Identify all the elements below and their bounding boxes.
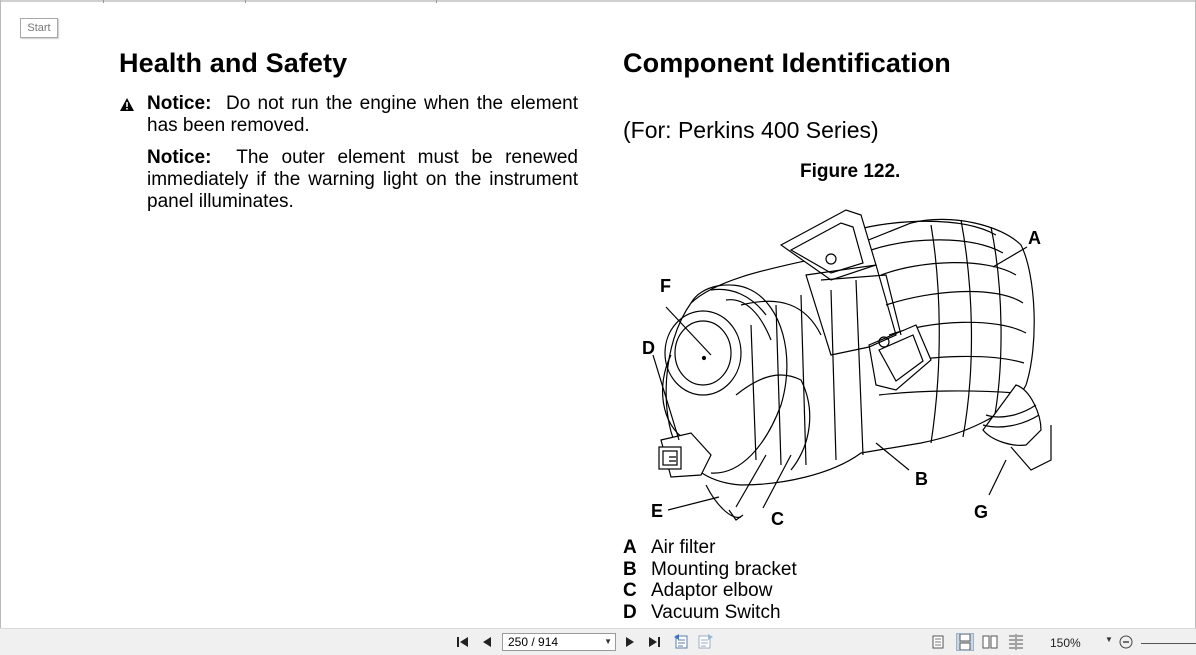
- continuous-view-button[interactable]: [956, 633, 974, 651]
- next-page-icon: [625, 636, 635, 648]
- component-id-heading: Component Identification: [623, 48, 951, 78]
- facing-view-button[interactable]: [981, 633, 999, 651]
- legend-item: [623, 602, 797, 624]
- legend-letter: C: [623, 580, 637, 602]
- first-page-icon: [456, 636, 470, 648]
- zoom-slider[interactable]: [1141, 643, 1196, 644]
- callout-e: E: [651, 501, 664, 521]
- start-button[interactable]: Start: [20, 18, 58, 38]
- last-page-button[interactable]: [646, 634, 662, 650]
- callout-a: A: [1028, 228, 1041, 248]
- prev-page-icon: [482, 636, 492, 648]
- legend-letter: A: [623, 537, 637, 558]
- air-filter-figure: [631, 185, 1071, 530]
- callout-f: F: [660, 276, 671, 296]
- page-top-tick: [436, 0, 437, 3]
- next-view-icon: [698, 634, 714, 650]
- page-number-value: 250 / 914: [508, 635, 559, 649]
- page-number-input[interactable]: [502, 633, 616, 651]
- continuous-facing-icon: [1008, 634, 1024, 650]
- legend-item: [623, 559, 797, 581]
- next-view-button[interactable]: [698, 634, 714, 650]
- continuous-icon: [959, 634, 971, 650]
- previous-view-button[interactable]: [673, 634, 689, 650]
- last-page-icon: [647, 636, 661, 648]
- page-top-border: [1, 0, 1195, 2]
- legend-item: [623, 580, 797, 602]
- legend-letter: B: [623, 558, 637, 580]
- chevron-down-icon[interactable]: ▼: [1105, 635, 1113, 644]
- first-page-button[interactable]: [455, 634, 471, 650]
- single-page-view-button[interactable]: [929, 633, 947, 651]
- callout-d: D: [642, 338, 655, 358]
- chevron-down-icon[interactable]: ▼: [604, 637, 612, 646]
- figure-caption: Figure 122.: [800, 161, 901, 182]
- legend-text: Vacuum Switch: [651, 602, 781, 624]
- warning-icon: [119, 97, 135, 112]
- notice-2-label: Notice:: [147, 147, 212, 168]
- legend-letter: D: [623, 602, 637, 624]
- notice-1-label: Notice:: [147, 93, 212, 114]
- continuous-facing-view-button[interactable]: [1007, 633, 1025, 651]
- previous-view-icon: [673, 634, 689, 650]
- page-top-tick: [245, 0, 246, 3]
- zoom-out-icon: [1119, 635, 1133, 649]
- next-page-button[interactable]: [622, 634, 638, 650]
- legend-text: Adaptor elbow: [651, 580, 773, 602]
- callout-g: G: [974, 502, 989, 522]
- single-page-icon: [932, 635, 944, 649]
- notice-2-text: The outer element must be renewed immediately if the warning light on the instrument panel illuminates.: [147, 147, 578, 212]
- callout-c: C: [771, 509, 784, 529]
- health-safety-heading: Health and Safety: [119, 48, 348, 78]
- notice-1-text: Do not run the engine when the element has been removed.: [147, 93, 578, 136]
- viewer-toolbar: [0, 628, 1196, 655]
- legend-text: Mounting bracket: [651, 558, 797, 580]
- zoom-out-button[interactable]: [1118, 634, 1134, 650]
- callout-b: B: [915, 469, 928, 489]
- facing-icon: [982, 635, 998, 649]
- figure-legend: [623, 537, 797, 624]
- notice-2: [147, 147, 578, 213]
- legend-text: Air filter: [651, 537, 716, 558]
- prev-page-button[interactable]: [479, 634, 495, 650]
- subtitle: (For: Perkins 400 Series): [623, 117, 879, 143]
- legend-item: [623, 537, 797, 559]
- page-top-tick: [103, 0, 104, 3]
- notice-1: [147, 93, 578, 137]
- zoom-level[interactable]: 150%: [1050, 636, 1081, 650]
